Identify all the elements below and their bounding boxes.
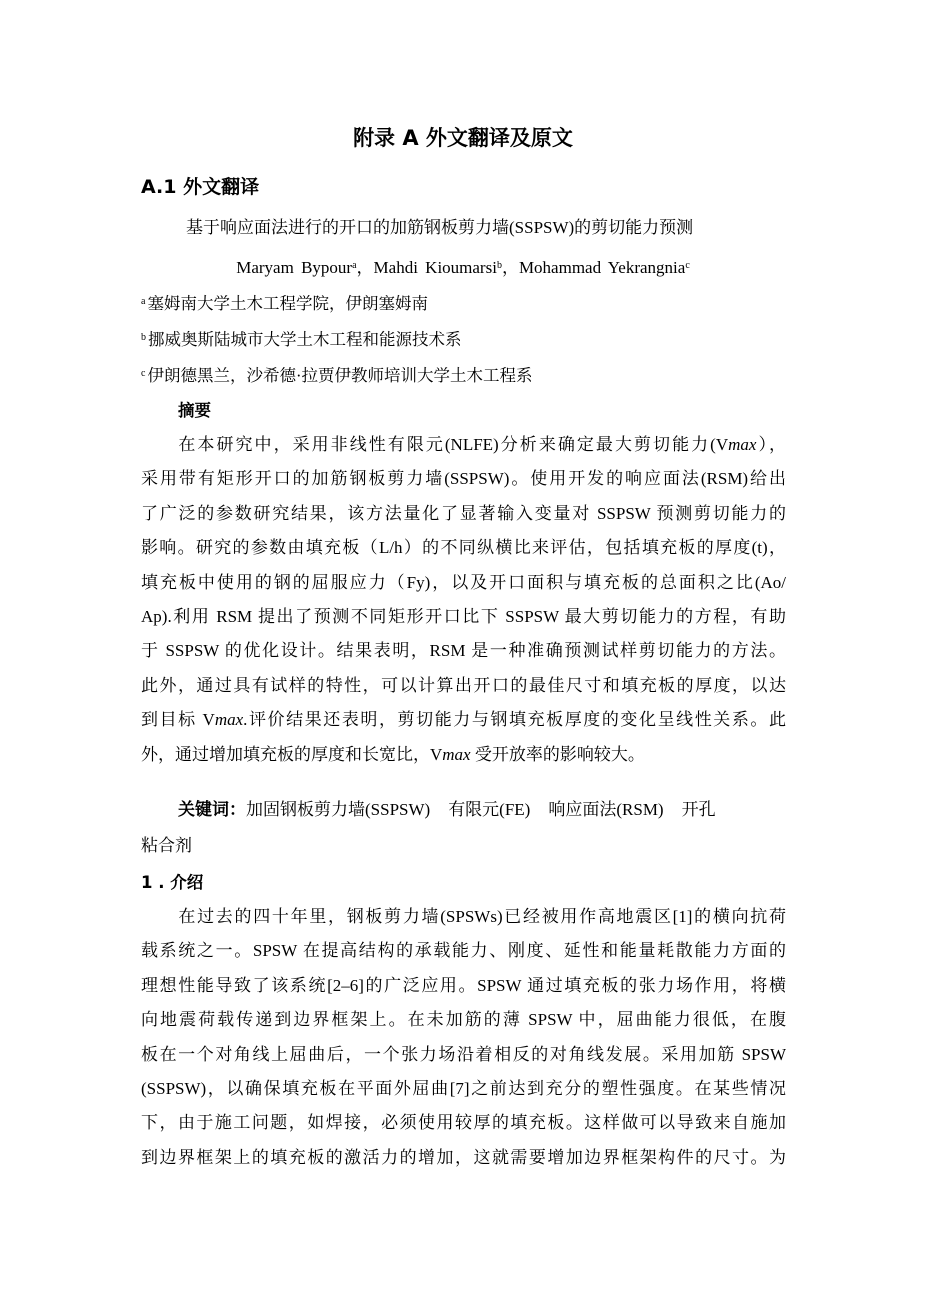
affiliation xyxy=(141,289,428,317)
appendix-title: 附录 A 外文翻译及原文 xyxy=(353,126,573,150)
keyword: 有限元(FE) xyxy=(448,800,531,819)
abstract-line: Ap).利用 RSM 提出了预测不同矩形开口比下 SSPSW 最大剪切能力的方程，有助 xyxy=(141,607,786,627)
affiliation-text: 伊朗德黑兰，沙希德·拉贾伊教师培训大学土木工程系 xyxy=(147,366,533,385)
abstract-heading: 摘要 xyxy=(178,401,211,420)
section-title: A.1 外文翻译 xyxy=(141,176,260,198)
keyword: 粘合剂 xyxy=(141,836,192,855)
abstract-line: 采用带有矩形开口的加筋钢板剪力墙(SSPSW)。使用开发的响应面法(RSM)给出 xyxy=(141,469,786,489)
intro-line: (SSPSW)，以确保填充板在平面外屈曲[7]之前达到充分的塑性强度。在某些情况 xyxy=(141,1079,786,1099)
intro-line: 理想性能导致了该系统[2–6]的广泛应用。SPSW 通过填充板的张力场作用，将横 xyxy=(141,975,786,995)
abstract-line: 影响。研究的参数由填充板（L/h）的不同纵横比来评估，包括填充板的厚度(t)， xyxy=(141,538,786,558)
author-name: Mohammad Yekrangnia xyxy=(518,258,686,277)
affiliation xyxy=(141,361,532,389)
author-mark: c xyxy=(685,260,690,271)
author-list: Maryam Bypour$^a$，Mahdi Kioumarsi$^b$，Mohammad Yekrangnia$^c$ xyxy=(236,258,690,277)
keywords-label: 关键词： xyxy=(178,800,246,820)
abstract-line: 外，通过增加填充板的厚度和长宽比，Vmax 受开放率的影响较大。 xyxy=(141,744,645,764)
intro-heading: 1 . 介绍 xyxy=(141,873,204,892)
affiliation-text: 塞姆南大学土木工程学院，伊朗塞姆南 xyxy=(147,294,428,313)
abstract-line: 填充板中使用的钢的屈服应力（Fy)，以及开口面积与填充板的总面积之比(Ao/ xyxy=(141,572,786,592)
abstract-line: 到目标 Vmax.评价结果还表明，剪切能力与钢填充板厚度的变化呈线性关系。此 xyxy=(141,710,787,730)
keyword: 响应面法(RSM) xyxy=(548,800,664,819)
abstract-line: 此外，通过具有试样的特性，可以计算出开口的最佳尺寸和填充板的厚度，以达 xyxy=(141,675,786,695)
intro-body xyxy=(141,900,786,1175)
keywords xyxy=(178,797,716,823)
affiliation xyxy=(141,325,462,353)
abstract-line: 于 SSPSW 的优化设计。结果表明，RSM 是一种准确预测试样剪切能力的方法。 xyxy=(141,641,786,661)
intro-line: 到边界框架上的填充板的激活力的增加，这就需要增加边界框架构件的尺寸。为 xyxy=(141,1147,786,1167)
abstract-line: 了广泛的参数研究结果，该方法量化了显著输入变量对 SSPSW 预测剪切能力的 xyxy=(141,503,786,523)
author-name: Mahdi Kioumarsi xyxy=(373,258,497,277)
paper-title: 基于响应面法进行的开口的加筋钢板剪力墙(SSPSW)的剪切能力预测 xyxy=(186,218,694,237)
intro-line: 向地震荷载传递到边界框架上。在未加筋的薄 SPSW 中，屈曲能力很低，在腹 xyxy=(141,1010,786,1030)
author-mark: a xyxy=(352,260,357,271)
keyword: 开孔 xyxy=(681,800,716,819)
author-name: Maryam Bypour xyxy=(236,258,353,277)
intro-line: 板在一个对角线上屈曲后，一个张力场沿着相反的对角线发展。采用加筋 SPSW xyxy=(141,1044,786,1064)
abstract-line: 在本研究中，采用非线性有限元(NLFE)分析来确定最大剪切能力(Vmax）， xyxy=(178,435,787,454)
keyword: 加固钢板剪力墙(SSPSW) xyxy=(246,800,431,819)
affiliation-mark: c xyxy=(141,368,146,379)
affiliation-mark: b xyxy=(141,332,146,343)
intro-line: 在过去的四十年里，钢板剪力墙(SPSWs)已经被用作高地震区[1]的横向抗荷 xyxy=(178,907,786,926)
intro-line: 载系统之一。SPSW 在提高结构的承载能力、刚度、延性和能量耗散能力方面的 xyxy=(141,941,786,961)
author-mark: b xyxy=(496,260,502,271)
abstract-body xyxy=(141,428,786,772)
affiliation-mark: a xyxy=(141,296,146,307)
affiliation-text: 挪威奥斯陆城市大学土木工程和能源技术系 xyxy=(148,330,462,349)
intro-line: 下，由于施工问题，如焊接，必须使用较厚的填充板。这样做可以导致来自施加 xyxy=(141,1113,786,1133)
